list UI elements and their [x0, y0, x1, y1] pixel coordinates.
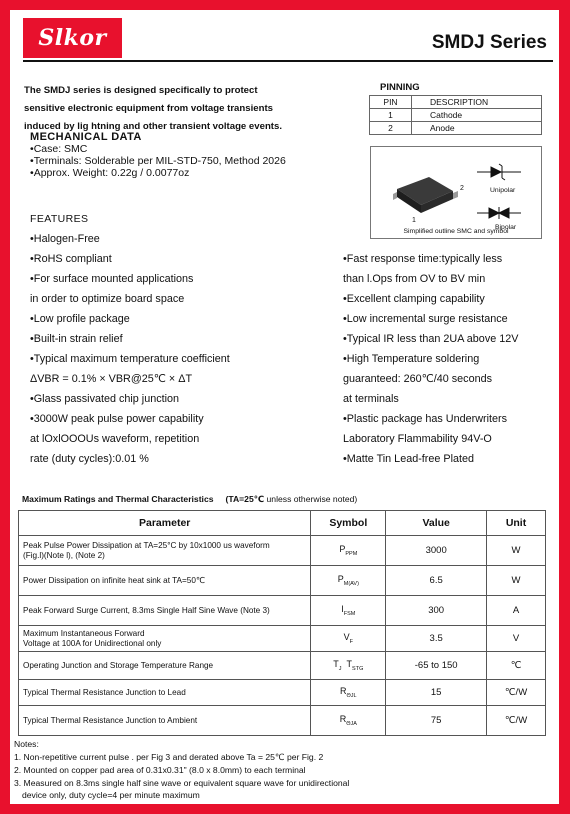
pin-number: 1 — [370, 109, 412, 122]
logo-text: Slkor — [38, 25, 107, 51]
unit-cell: W — [487, 536, 546, 566]
unit-cell: V — [487, 626, 546, 652]
value-cell: 75 — [386, 706, 487, 736]
feature-item: • Typical maximum temperature coefficient — [30, 349, 230, 369]
intro-line: The SMDJ series is designed specifically to protect — [24, 85, 258, 96]
notes-list — [14, 751, 349, 802]
symbol-letter: R — [340, 686, 347, 697]
feature-item: • RoHS compliant — [30, 249, 230, 269]
feature-item: Laboratory Flammability 94V-O — [343, 433, 492, 445]
symbol-subscript: PPM — [345, 550, 358, 557]
feature-item: in order to optimize board space — [30, 293, 185, 305]
parameter-line: Voltage at 100A for Unidirectional only — [23, 638, 162, 648]
mechanical-item: • Case: SMC — [30, 143, 286, 155]
symbol-letter: T — [346, 659, 353, 670]
feature-item: • Fast response time:typically less — [343, 249, 518, 269]
ratings-condition: (TA=25℃ — [225, 494, 265, 504]
ratings-row — [19, 536, 546, 566]
ratings-row — [19, 596, 546, 626]
ratings-row — [19, 680, 546, 706]
feature-item: rate (duty cycles):0.01 % — [30, 453, 149, 465]
smc-package-icon — [393, 177, 458, 213]
header-unit: Unit — [487, 511, 546, 536]
pin-description: Cathode — [412, 109, 542, 122]
symbol-cell — [311, 706, 386, 736]
feature-item: guaranteed: 260℃/40 seconds — [343, 373, 492, 385]
feature-item: • Low profile package — [30, 309, 230, 329]
mechanical-data-list — [30, 143, 286, 179]
notes-title: Notes: — [14, 739, 39, 749]
ratings-row — [19, 706, 546, 736]
symbol-subscript: M(AV) — [343, 580, 359, 587]
features-list-left — [30, 229, 230, 469]
unit-cell: ℃/W — [487, 706, 546, 736]
intro-line: sensitive electronic equipment from voltage transients — [24, 103, 273, 114]
package-outline-box — [370, 146, 542, 239]
symbol-cell — [311, 680, 386, 706]
parameter-cell — [19, 626, 311, 652]
symbol-cell — [311, 536, 386, 566]
note-item: 1. Non-repetitive current pulse . per Fig 3 and derated above Ta = 25℃ per Fig. 2 — [14, 752, 324, 762]
value-cell: -65 to 150 — [386, 652, 487, 680]
bipolar-label: Bipolar — [495, 224, 517, 231]
parameter-line: Peak Forward Surge Current, 8.3ms Single Half Sine Wave (Note 3) — [23, 605, 270, 615]
parameter-line: (Fig.l)(Note l), (Note 2) — [23, 550, 105, 560]
ratings-row — [19, 626, 546, 652]
value-cell: 300 — [386, 596, 487, 626]
feature-item: • Matte Tin Lead-free Plated — [343, 449, 518, 469]
pinning-header-pin: PIN — [370, 96, 412, 109]
symbol-letter: T — [333, 659, 339, 670]
feature-item: at lOxlOOOUs waveform, repetition — [30, 433, 200, 445]
parameter-line: Typical Thermal Resistance Junction to Ambient — [23, 715, 198, 725]
symbol-letter: P — [339, 544, 346, 555]
feature-item: • Typical IR less than 2UA above 12V — [343, 329, 518, 349]
unit-cell: ℃ — [487, 652, 546, 680]
unit-cell: W — [487, 566, 546, 596]
symbol-subscript: J — [338, 665, 342, 672]
unipolar-diode-icon — [477, 164, 521, 180]
smc-package-drawing — [371, 147, 543, 227]
parameter-cell — [19, 596, 311, 626]
feature-item: than l.Ops from OV to BV min — [343, 273, 486, 285]
ratings-condition-note: unless otherwise noted) — [266, 494, 358, 504]
parameter-cell — [19, 536, 311, 566]
mechanical-data-title: MECHANICAL DATA — [30, 131, 142, 143]
symbol-letter: P — [337, 574, 344, 585]
parameter-cell — [19, 680, 311, 706]
symbol-subscript: STG — [352, 665, 364, 672]
header-value: Value — [386, 511, 487, 536]
parameter-cell — [19, 566, 311, 596]
feature-item: • Built-in strain relief — [30, 329, 230, 349]
feature-item: ΔVBR = 0.1% × VBR@25℃ × ΔT — [30, 373, 193, 385]
parameter-cell — [19, 652, 311, 680]
value-cell: 3000 — [386, 536, 487, 566]
feature-item: • Glass passivated chip junction — [30, 389, 230, 409]
features-title: FEATURES — [30, 213, 89, 225]
feature-item: at terminals — [343, 393, 399, 405]
brand-logo — [23, 18, 122, 58]
feature-item: • For surface mounted applications — [30, 269, 230, 289]
header-divider — [23, 60, 553, 62]
ratings-header-row — [19, 511, 546, 536]
feature-item: • 3000W peak pulse power capability — [30, 409, 230, 429]
mechanical-item: • Approx. Weight: 0.22g / 0.0077oz — [30, 167, 286, 179]
intro-text — [24, 82, 344, 136]
note-item: 2. Mounted on copper pad area of 0.31x0.31" (8.0 x 8.0mm) to each terminal — [14, 764, 306, 775]
symbol-letter: R — [339, 714, 347, 725]
ratings-table — [18, 510, 546, 736]
ratings-title — [22, 494, 357, 505]
pin-number: 2 — [370, 122, 412, 135]
parameter-line: Typical Thermal Resistance Junction to Lead — [23, 687, 186, 697]
parameter-cell — [19, 706, 311, 736]
ratings-row — [19, 566, 546, 596]
header-parameter: Parameter — [19, 511, 311, 536]
symbol-subscript: ΘJA — [346, 720, 357, 727]
parameter-line: Power Dissipation on infinite heat sink at TA=50℃ — [23, 575, 206, 585]
feature-item: • Halogen-Free — [30, 229, 230, 249]
bipolar-diode-icon — [477, 207, 521, 219]
unipolar-label: Unipolar — [490, 187, 516, 194]
value-cell: 3.5 — [386, 626, 487, 652]
note-item: device only, duty cycle=4 per minute maximum — [22, 790, 200, 801]
pinning-title: PINNING — [380, 82, 420, 93]
note-item: 3. Measured on 8.3ms single half sine wave or equivalent square wave for unidirectional — [14, 777, 350, 788]
parameter-line: Operating Junction and Storage Temperature Range — [23, 660, 214, 670]
pinning-table — [369, 95, 542, 135]
package-caption: Simplified outline SMC and symbol — [403, 228, 509, 235]
feature-item: • Plastic package has Underwriters — [343, 409, 518, 429]
pin-description: Anode — [412, 122, 542, 135]
feature-item: • Low incremental surge resistance — [343, 309, 518, 329]
ratings-body — [19, 536, 546, 736]
unit-cell: ℃/W — [487, 680, 546, 706]
features-list-right — [343, 249, 518, 469]
symbol-subscript: F — [349, 638, 354, 645]
unit-cell: A — [487, 596, 546, 626]
feature-item: • High Temperature soldering — [343, 349, 518, 369]
symbol-subscript: ΘJL — [346, 692, 357, 699]
mechanical-item: • Terminals: Solderable per MIL-STD-750, Method 2026 — [30, 155, 286, 167]
symbol-subscript: FSM — [343, 610, 356, 617]
pinning-header-description: DESCRIPTION — [412, 96, 542, 109]
header-symbol: Symbol — [311, 511, 386, 536]
value-cell: 15 — [386, 680, 487, 706]
symbol-cell — [311, 596, 386, 626]
intro-line: induced by lig htning and other transient voltage events. — [24, 121, 282, 132]
parameter-line: Maximum Instantaneous Forward — [23, 628, 145, 638]
symbol-letter: V — [343, 632, 350, 643]
parameter-line: Peak Pulse Power Dissipation at TA=25°C by 10x1000 us waveform — [23, 540, 270, 550]
symbol-cell — [311, 566, 386, 596]
value-cell: 6.5 — [386, 566, 487, 596]
symbol-cell — [311, 652, 386, 680]
symbol-letter: I — [341, 604, 344, 615]
pin2-label: 2 — [460, 185, 464, 192]
pin1-label: 1 — [412, 217, 416, 224]
ratings-row — [19, 652, 546, 680]
datasheet-page — [10, 10, 559, 804]
feature-item: • Excellent clamping capability — [343, 289, 518, 309]
symbol-cell — [311, 626, 386, 652]
ratings-title-text: Maximum Ratings and Thermal Characteristics — [22, 494, 214, 504]
series-title: SMDJ Series — [431, 32, 547, 53]
